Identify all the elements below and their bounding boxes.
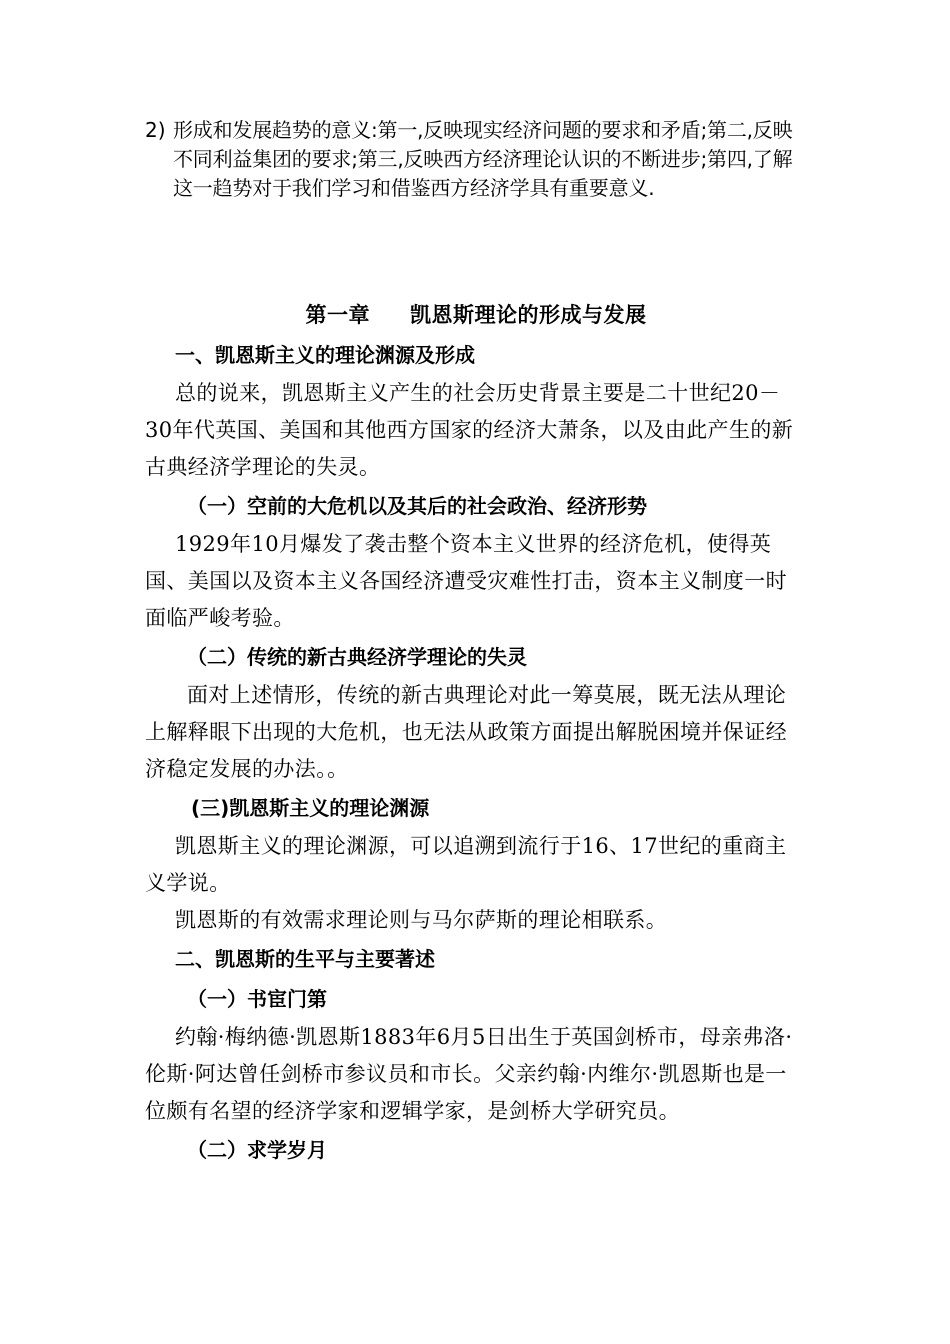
subsection-heading-2-1: （一）书宦门第 xyxy=(187,987,327,1011)
chapter-name: 凯恩斯理论的形成与发展 xyxy=(410,303,647,327)
subsection-1-2-paragraph: 面对上述情形，传统的新古典理论对此一筹莫展，既无法从理论上解释眼下出现的大危机，也无法从政策方面提出解脱困境并保证经济稳定发展的办法。。 xyxy=(145,683,787,781)
subsection-heading-2-2: （二）求学岁月 xyxy=(187,1138,327,1162)
item-text: 形成和发展趋势的意义:第一,反映现实经济问题的要求和矛盾;第二,反映不同利益集团的要求;第三,反映西方经济理论认识的不断进步;第四,了解这一趋势对于我们学习和借鉴西方经济学具有重要意义. xyxy=(173,118,793,200)
subsection-heading-1-2: （二）传统的新古典经济学理论的失灵 xyxy=(187,645,527,669)
subsection-1-3-paragraph-1: 凯恩斯主义的理论渊源，可以追溯到流行于16、17世纪的重商主义学说。 xyxy=(145,834,787,895)
subsection-2-1-paragraph: 约翰·梅纳德·凯恩斯1883年6月5日出生于英国剑桥市，母亲弗洛·伦斯·阿达曾任剑桥市参议员和市长。父亲约翰·内维尔·凯恩斯也是一位颇有名望的经济学家和逻辑学家，是剑桥大学研究员。 xyxy=(145,1025,793,1123)
section-heading-1: 一、凯恩斯主义的理论渊源及形成 xyxy=(175,343,475,367)
chapter-title xyxy=(145,295,807,335)
item-number: 2) xyxy=(145,118,166,142)
numbered-item xyxy=(145,116,805,203)
subsection-1-1-paragraph: 1929年10月爆发了袭击整个资本主义世界的经济危机，使得英国、美国以及资本主义各国经济遭受灾难性打击，资本主义制度一时面临严峻考验。 xyxy=(145,532,787,630)
subsection-heading-1-1: （一）空前的大危机以及其后的社会政治、经济形势 xyxy=(187,494,647,518)
section-heading-2: 二、凯恩斯的生平与主要著述 xyxy=(175,947,435,971)
section-1-paragraph: 总的说来，凯恩斯主义产生的社会历史背景主要是二十世纪20－30年代英国、美国和其他西方国家的经济大萧条，以及由此产生的新古典经济学理论的失灵。 xyxy=(145,381,794,479)
chapter-number: 第一章 xyxy=(305,303,370,327)
subsection-heading-1-3: (三)凯恩斯主义的理论渊源 xyxy=(191,796,430,820)
subsection-1-3-paragraph-2: 凯恩斯的有效需求理论则与马尔萨斯的理论相联系。 xyxy=(175,908,668,932)
chapter-content xyxy=(145,295,807,1170)
